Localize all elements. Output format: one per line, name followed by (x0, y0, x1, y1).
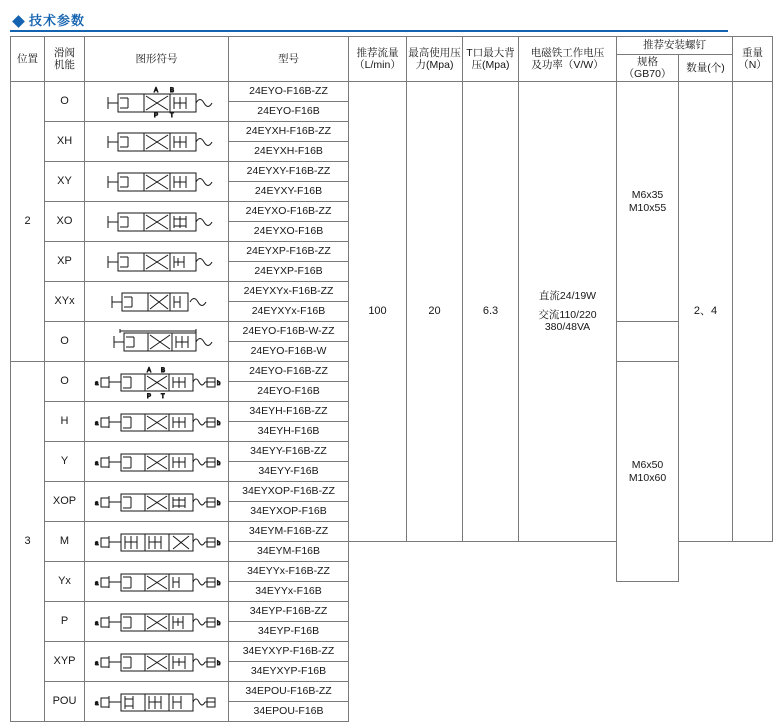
svg-text:b: b (216, 580, 220, 587)
svg-text:b: b (216, 420, 220, 427)
cell-model: 34EYH-F16B-ZZ (229, 402, 349, 422)
svg-text:b: b (216, 620, 220, 627)
valve-symbol-2-O (92, 86, 222, 118)
cell-symbol (85, 362, 229, 402)
spec-table (10, 36, 773, 722)
cell-model: 34EYP-F16B-ZZ (229, 602, 349, 622)
cell-model: 34EYYx-F16B (229, 582, 349, 602)
cell-symbol (85, 282, 229, 322)
svg-text:a: a (94, 700, 98, 707)
cell-symbol (85, 162, 229, 202)
cell-model: 34EPOU-F16B (229, 702, 349, 722)
table-row (11, 82, 773, 102)
cell-symbol (85, 642, 229, 682)
svg-text:P: P (146, 393, 151, 400)
cell-model: 34EYH-F16B (229, 422, 349, 442)
svg-text:a: a (94, 420, 98, 427)
cell-model: 34EYXYP-F16B-ZZ (229, 642, 349, 662)
cell-model: 24EYO-F16B (229, 382, 349, 402)
table-header (11, 37, 773, 82)
svg-text:a: a (94, 500, 98, 507)
cell-model: 24EYXP-F16B-ZZ (229, 242, 349, 262)
cell-model: 34EYM-F16B (229, 542, 349, 562)
cell-model: 34EYXYP-F16B (229, 662, 349, 682)
cell-function: XO (45, 202, 85, 242)
valve-symbol-3-P (89, 607, 225, 637)
th-model: 型号 (229, 37, 349, 82)
th-function: 滑阀 机能 (45, 37, 85, 82)
cell-function: H (45, 402, 85, 442)
svg-text:b: b (216, 540, 220, 547)
svg-text:B: B (169, 87, 174, 94)
valve-symbol-2-XP (92, 247, 222, 277)
table-row (11, 642, 773, 662)
cell-symbol (85, 242, 229, 282)
svg-text:b: b (216, 380, 220, 387)
cell-function: POU (45, 682, 85, 722)
cell-model: 24EYXH-F16B-ZZ (229, 122, 349, 142)
cell-backpressure: 6.3 (463, 82, 519, 542)
th-pressure: 最高使用压 力(Mpa) (407, 37, 463, 82)
cell-model: 34EYYx-F16B-ZZ (229, 562, 349, 582)
svg-text:b: b (216, 660, 220, 667)
svg-text:a: a (94, 380, 98, 387)
cell-model: 24EYXYx-F16B (229, 302, 349, 322)
cell-screw-spec-top: M6x35 M10x55 (617, 82, 679, 322)
cell-model: 34EYY-F16B-ZZ (229, 442, 349, 462)
cell-model: 34EYY-F16B (229, 462, 349, 482)
cell-function: M (45, 522, 85, 562)
cell-function: XOP (45, 482, 85, 522)
cell-symbol (85, 82, 229, 122)
cell-model: 24EYO-F16B-ZZ (229, 82, 349, 102)
svg-text:T: T (160, 393, 165, 400)
cell-function: Y (45, 442, 85, 482)
th-screw-group: 推荐安装螺钉 (617, 37, 733, 55)
cell-function: O (45, 362, 85, 402)
valve-symbol-3-XOP (89, 487, 225, 517)
cell-function: O (45, 322, 85, 362)
valve-symbol-3-M (89, 527, 225, 557)
cell-symbol (85, 202, 229, 242)
cell-model: 24EYXO-F16B-ZZ (229, 202, 349, 222)
valve-symbol-3-XYP (89, 647, 225, 677)
cell-function: XH (45, 122, 85, 162)
valve-symbol-3-O (89, 365, 225, 399)
cell-model: 34EYM-F16B-ZZ (229, 522, 349, 542)
cell-screw-qty: 2、4 (679, 82, 733, 542)
svg-text:B: B (160, 367, 165, 374)
valve-symbol-3-H (89, 407, 225, 437)
diamond-bullet-icon (12, 15, 25, 28)
cell-position-2: 2 (11, 82, 45, 362)
svg-text:a: a (94, 620, 98, 627)
section-title-bar (10, 8, 728, 32)
cell-model: 34EYXOP-F16B (229, 502, 349, 522)
page-title: 技术参数 (29, 13, 86, 28)
cell-symbol (85, 322, 229, 362)
table-row (11, 602, 773, 622)
th-screw-spec: 规格（GB70） (617, 55, 679, 82)
cell-model: 34EYXOP-F16B-ZZ (229, 482, 349, 502)
cell-voltage: 直流24/19W 交流110/220 380/48VA (519, 82, 617, 542)
cell-symbol (85, 402, 229, 442)
cell-symbol (85, 682, 229, 722)
svg-text:a: a (94, 540, 98, 547)
svg-text:P: P (153, 112, 158, 119)
valve-symbol-2-XYx (92, 287, 222, 317)
cell-model: 24EYXO-F16B (229, 222, 349, 242)
cell-model: 34EYP-F16B (229, 622, 349, 642)
table-body (11, 82, 773, 722)
cell-flow: 100 (349, 82, 407, 542)
svg-text:A: A (153, 87, 158, 94)
cell-model: 24EYXH-F16B (229, 142, 349, 162)
cell-model: 34EPOU-F16B-ZZ (229, 682, 349, 702)
cell-function: O (45, 82, 85, 122)
cell-symbol (85, 562, 229, 602)
table-row (11, 682, 773, 702)
cell-function: Yx (45, 562, 85, 602)
cell-model: 24EYXP-F16B (229, 262, 349, 282)
cell-weight (733, 82, 773, 542)
cell-symbol (85, 602, 229, 642)
cell-model: 24EYO-F16B-ZZ (229, 362, 349, 382)
cell-symbol (85, 442, 229, 482)
svg-text:b: b (216, 500, 220, 507)
cell-model: 24EYO-F16B-W (229, 342, 349, 362)
cell-model: 24EYO-F16B-W-ZZ (229, 322, 349, 342)
svg-text:A: A (146, 367, 151, 374)
cell-model: 24EYXY-F16B-ZZ (229, 162, 349, 182)
th-weight: 重量 （N） (733, 37, 773, 82)
valve-symbol-3-Y (89, 447, 225, 477)
th-position: 位置 (11, 37, 45, 82)
cell-screw-spec-bottom: M6x50 M10x60 (617, 362, 679, 582)
valve-symbol-2-XY (92, 167, 222, 197)
cell-function: XYP (45, 642, 85, 682)
cell-function: XP (45, 242, 85, 282)
cell-pressure: 20 (407, 82, 463, 542)
svg-text:a: a (94, 580, 98, 587)
svg-text:T: T (169, 112, 174, 119)
th-symbol: 图形符号 (85, 37, 229, 82)
valve-symbol-2-XH (92, 127, 222, 157)
svg-text:a: a (94, 460, 98, 467)
cell-position-3: 3 (11, 362, 45, 722)
cell-symbol (85, 522, 229, 562)
svg-text:b: b (216, 460, 220, 467)
cell-symbol (85, 482, 229, 522)
th-screw-qty: 数量(个) (679, 55, 733, 82)
cell-model: 24EYO-F16B (229, 102, 349, 122)
th-voltage: 电磁铁工作电压 及功率（V/W） (519, 37, 617, 82)
cell-function: P (45, 602, 85, 642)
cell-function: XY (45, 162, 85, 202)
cell-model: 24EYXY-F16B (229, 182, 349, 202)
valve-symbol-3-Yx (89, 567, 225, 597)
valve-symbol-2-XO (92, 207, 222, 237)
cell-symbol (85, 122, 229, 162)
valve-symbol-3-POU (89, 687, 225, 717)
valve-symbol-2-O-W (92, 325, 222, 359)
th-backpressure: T口最大背 压(Mpa) (463, 37, 519, 82)
cell-function: XYx (45, 282, 85, 322)
svg-text:a: a (94, 660, 98, 667)
th-flow: 推荐流量 （L/min） (349, 37, 407, 82)
cell-model: 24EYXYx-F16B-ZZ (229, 282, 349, 302)
